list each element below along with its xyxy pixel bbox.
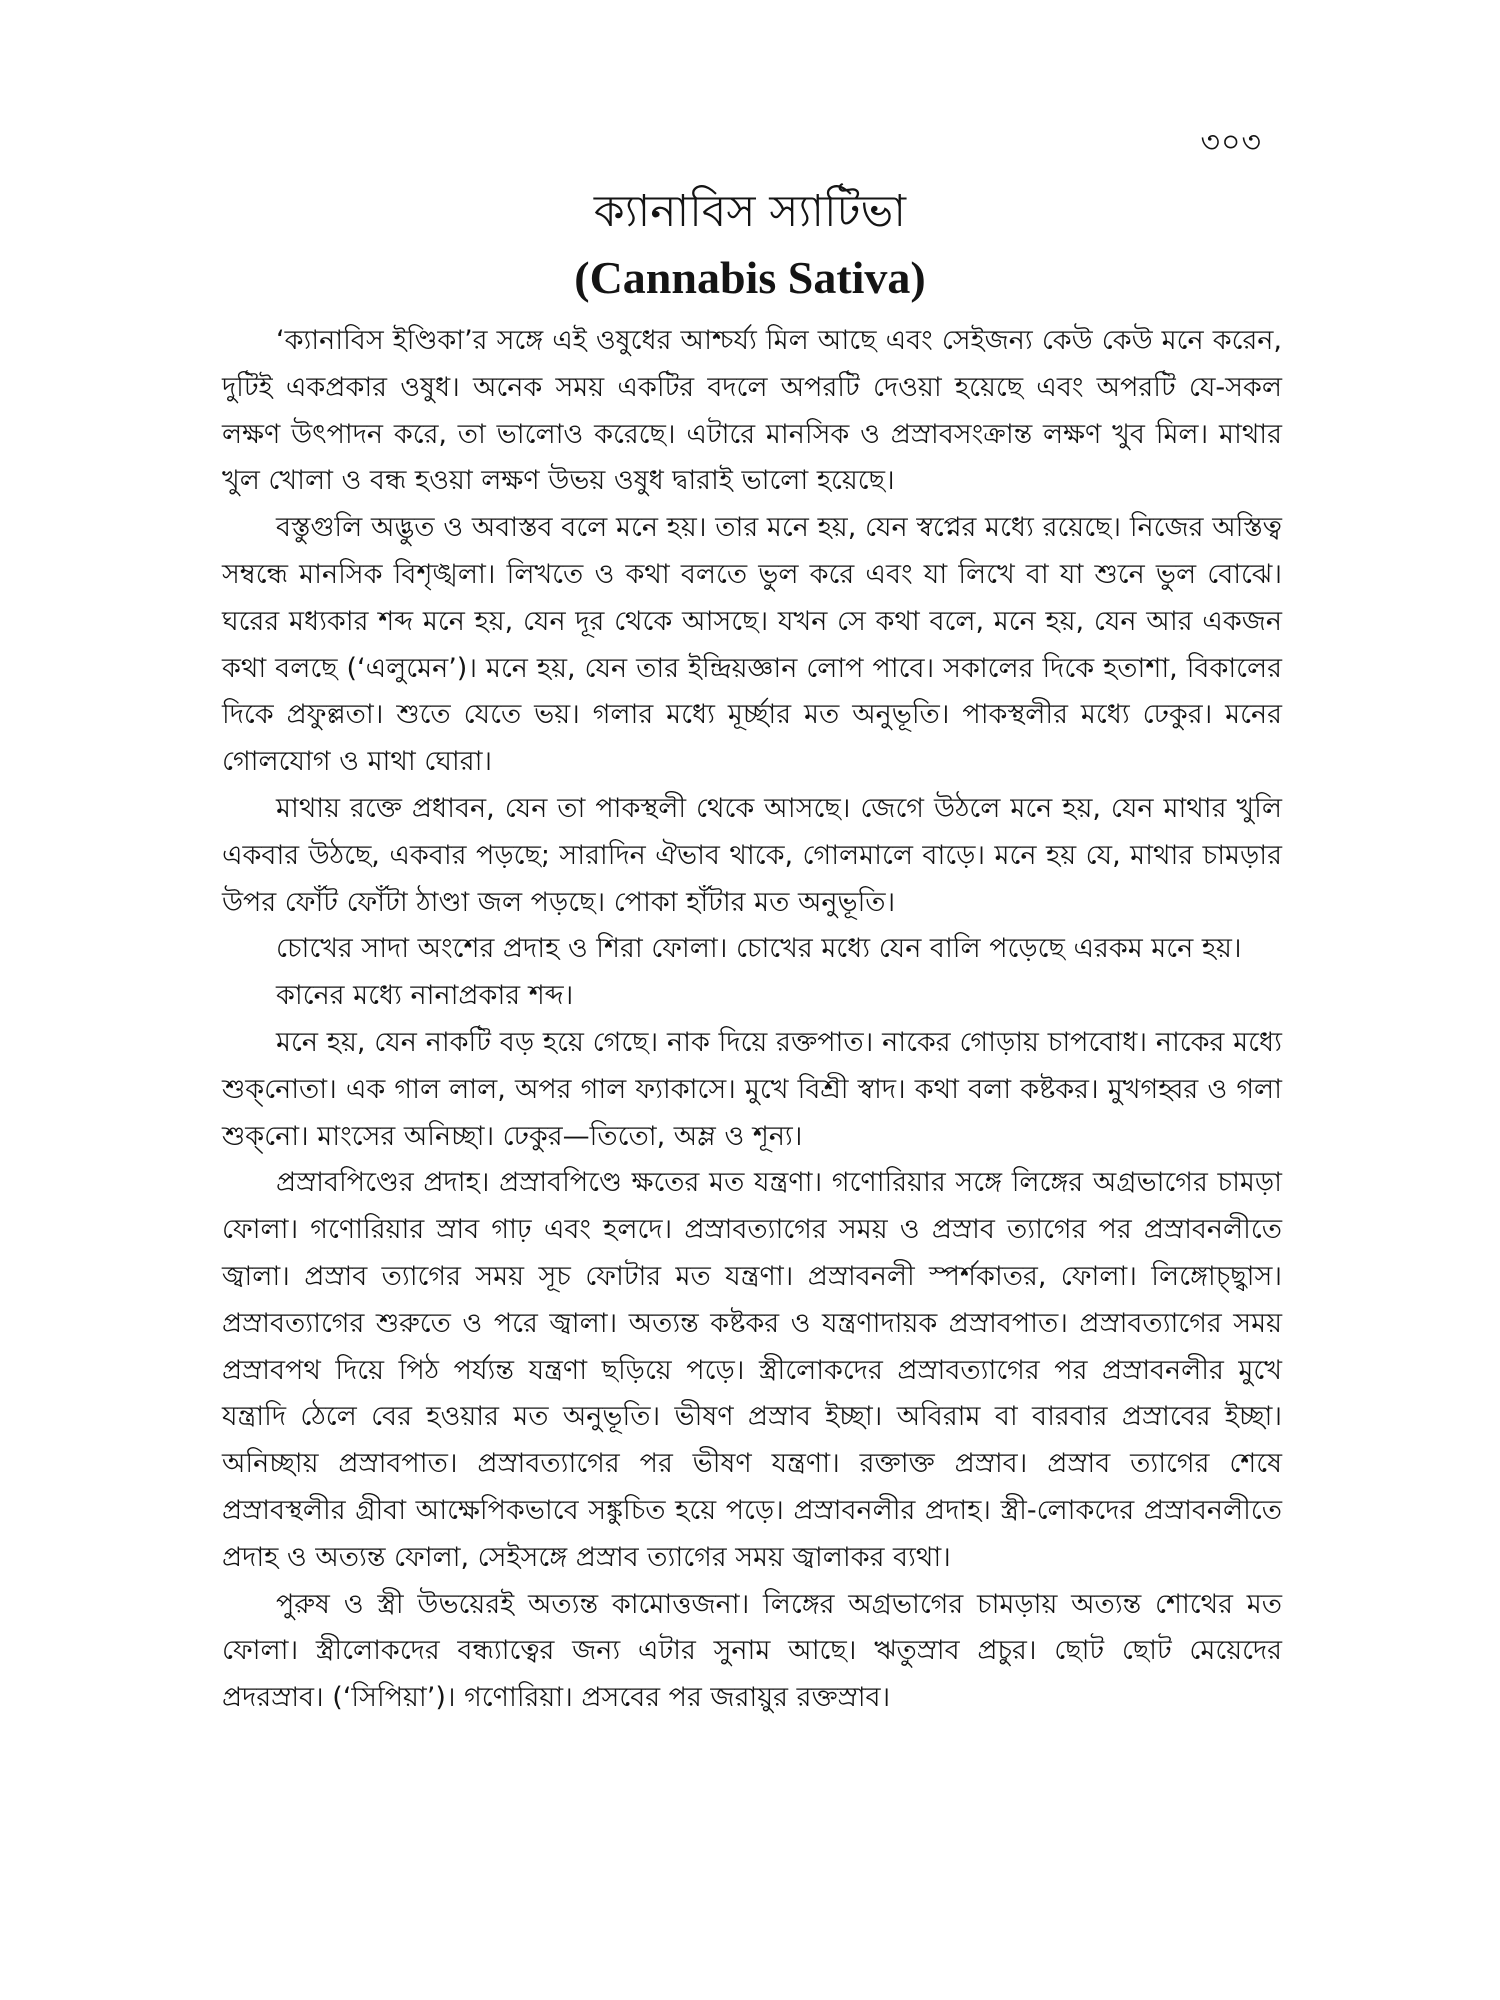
paragraph-5: কানের মধ্যে নানাপ্রকার শব্দ। bbox=[276, 980, 574, 1012]
paragraph-1: ‘ক্যানাবিস ইণ্ডিকা’র সঙ্গে এই ওষুধের আশ্চর্য্য মিল আছে এবং সেইজন্য কেউ কেউ মনে করেন, দুটিই একপ্রকার ওষুধ। অনেক সময় একটির বদলে অপরটি দেওয়া হয়েছে এবং অপরটি যে-সকল লক্ষণ উৎপাদন করে, তা ভালোও করেছে। এটারে মানসিক ও প্রস্রাবসংক্রান্ত লক্ষণ খুব মিল। মাথার খুল খোলা ও বন্ধ হওয়া লক্ষণ উভয় ওষুধ দ্বারাই ভালো হয়েছে। bbox=[222, 325, 1282, 497]
paragraph-8: পুরুষ ও স্ত্রী উভয়েরই অত্যন্ত কামোত্তজনা। লিঙ্গের অগ্রভাগের চামড়ায় অত্যন্ত শোথের মত ফোলা। স্ত্রীলোকদের বন্ধ্যাত্বের জন্য এটার সুনাম আছে। ঋতুস্রাব প্রচুর। ছোট ছোট মেয়েদের প্রদরস্রাব। (‘সিপিয়া’)। গণোরিয়া। প্রসবের পর জরায়ুর রক্তস্রাব। bbox=[222, 1588, 1282, 1714]
paragraph-6: মনে হয়, যেন নাকটি বড় হয়ে গেছে। নাক দিয়ে রক্তপাত। নাকের গোড়ায় চাপবোধ। নাকের মধ্যে শুক্‌নোতা। এক গাল লাল, অপর গাল ফ্যাকাসে। মুখে বিশ্রী স্বাদ। কথা বলা কষ্টকর। মুখগহ্বর ও গলা শুক্‌নো। মাংসের অনিচ্ছা। ঢেকুর—তিতো, অম্ল ও শূন্য। bbox=[222, 1026, 1282, 1152]
paragraph-4: চোখের সাদা অংশের প্রদাহ ও শিরা ফোলা। চোখের মধ্যে যেন বালি পড়েছে এরকম মনে হয়। bbox=[276, 933, 1242, 965]
title-english: (Cannabis Sativa) bbox=[574, 252, 926, 303]
paragraph-3: মাথায় রক্তে প্রধাবন, যেন তা পাকস্থলী থেকে আসছে। জেগে উঠলে মনে হয়, যেন মাথার খুলি একবার উঠছে, একবার পড়ছে; সারাদিন ঐভাব থাকে, গোলমালে বাড়ে। মনে হয় যে, মাথার চামড়ার উপর ফোঁট ফোঁটা ঠাণ্ডা জল পড়ছে। পোকা হাঁটার মত অনুভূতি। bbox=[222, 792, 1282, 918]
page-number: ৩০৩ bbox=[1200, 125, 1262, 160]
paragraph-7: প্রস্রাবপিণ্ডের প্রদাহ। প্রস্রাবপিণ্ডে ক্ষতের মত যন্ত্রণা। গণোরিয়ার সঙ্গে লিঙ্গের অগ্রভাগের চামড়া ফোলা। গণোরিয়ার স্রাব গাঢ় এবং হলদে। প্রস্রাবত্যাগের সময় ও প্রস্রাব ত্যাগের পর প্রস্রাবনলীতে জ্বালা। প্রস্রাব ত্যাগের সময় সূচ ফোটার মত যন্ত্রণা। প্রস্রাবনলী স্পর্শকাতর, ফোলা। লিঙ্গোচ্ছ্বাস। প্রস্রাবত্যাগের শুরুতে ও পরে জ্বালা। অত্যন্ত কষ্টকর ও যন্ত্রণাদায়ক প্রস্রাবপাত। প্রস্রাবত্যাগের সময় প্রস্রাবপথ দিয়ে পিঠ পর্য্যন্ত যন্ত্রণা ছড়িয়ে পড়ে। স্ত্রীলোকদের প্রস্রাবত্যাগের পর প্রস্রাবনলীর মুখে যন্ত্রাদি ঠেলে বের হওয়ার মত অনুভূতি। ভীষণ প্রস্রাব ইচ্ছা। অবিরাম বা বারবার প্রস্রাবের ইচ্ছা। অনিচ্ছায় প্রস্রাবপাত। প্রস্রাবত্যাগের পর ভীষণ যন্ত্রণা। রক্তাক্ত প্রস্রাব। প্রস্রাব ত্যাগের শেষে প্রস্রাবস্থলীর গ্রীবা আক্ষেপিকভাবে সঙ্কুচিত হয়ে পড়ে। প্রস্রাবনলীর প্রদাহ। স্ত্রী-লোকদের প্রস্রাবনলীতে প্রদাহ ও অত্যন্ত ফোলা, সেইসঙ্গে প্রস্রাব ত্যাগের সময় জ্বালাকর ব্যথা। bbox=[222, 1167, 1282, 1573]
title-bengali: ক্যানাবিস স্যাটিভা bbox=[593, 186, 907, 237]
body-text bbox=[222, 318, 1282, 1722]
paragraph-2: বস্তুগুলি অদ্ভুত ও অবাস্তব বলে মনে হয়। তার মনে হয়, যেন স্বপ্নের মধ্যে রয়েছে। নিজের অস্তিত্ব সম্বন্ধে মানসিক বিশৃঙ্খলা। লিখতে ও কথা বলতে ভুল করে এবং যা লিখে বা যা শুনে ভুল বোঝে। ঘরের মধ্যকার শব্দ মনে হয়, যেন দূর থেকে আসছে। যখন সে কথা বলে, মনে হয়, যেন আর একজন কথা বলছে (‘এলুমেন’)। মনে হয়, যেন তার ইন্দ্রিয়জ্ঞান লোপ পাবে। সকালের দিকে হতাশা, বিকালের দিকে প্রফুল্লতা। শুতে যেতে ভয়। গলার মধ্যে মূর্চ্ছার মত অনুভূতি। পাকস্থলীর মধ্যে ঢেকুর। মনের গোলযোগ ও মাথা ঘোরা। bbox=[222, 512, 1282, 778]
